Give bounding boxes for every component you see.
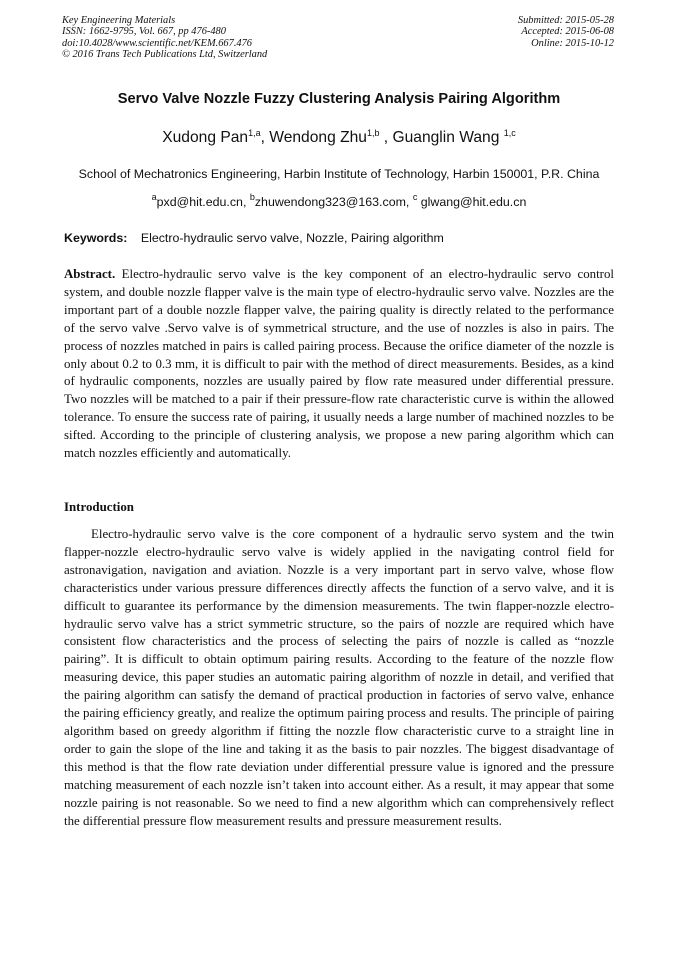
online-date: Online: 2015-10-12 — [531, 37, 614, 49]
author-affiliation-mark: 1,b — [366, 128, 380, 138]
author-name: Xudong Pan — [162, 129, 249, 146]
email-address[interactable]: zhuwendong323@163.com — [254, 195, 406, 209]
copyright-line: © 2016 Trans Tech Publications Ltd, Switzerland — [62, 48, 268, 60]
introduction-heading: Introduction — [64, 500, 134, 514]
keywords-label: Keywords: — [64, 231, 128, 245]
abstract-label: Abstract. — [64, 267, 116, 281]
journal-name: Key Engineering Materials — [62, 15, 176, 26]
author-affiliation-mark: 1,a — [248, 128, 261, 138]
author-name: Guanglin Wang — [392, 129, 500, 146]
author-list: Xudong Pan$^{1,a}$, Wendong Zhu$^{1,b}$ , Guanglin Wang $^{1,c}$ — [162, 128, 516, 146]
affiliation: School of Mechatronics Engineering, Harbin Institute of Technology, Harbin 150001, P.R. China — [78, 167, 600, 181]
accepted-date: Accepted: 2015-06-08 — [521, 26, 614, 38]
issn-line: ISSN: 1662-9795, Vol. 667, pp 476-480 — [62, 26, 226, 38]
keywords-text: Electro-hydraulic servo valve, Nozzle, Pairing algorithm — [140, 231, 444, 245]
paper-title: Servo Valve Nozzle Fuzzy Clustering Analysis Pairing Algorithm — [117, 91, 561, 107]
doi-line: doi:10.4028/www.scientific.net/KEM.667.476 — [62, 37, 252, 49]
keywords — [64, 231, 444, 245]
submission-dates — [518, 15, 614, 49]
email-mark: a — [151, 192, 157, 202]
introduction-body: Electro-hydraulic servo valve is the core component of a hydraulic servo system and the twin flapper-nozzle electro-hydraulic servo valve is widely applied in the navigating control field for astronavigation, navigation and aviation. Nozzle is a very important part in servo valve, whose flow characteristics under various pressure differences directly affects the function of a servo valve, and it is difficult to guarantee its performance by the dimension measurements. The twin flapper-nozzle electro-hydraulic servo valve has a strict symmetric structure, so the pairs of nozzle are required which have consistent flow characteristics and the process of selecting the pairs of nozzle is called as “nozzle pairing”. It is difficult to obtain optimum pairing results. According to the feature of the nozzle flow measuring device, this paper studies an automatic pairing algorithm of nozzle in detail, and verified that the pairing algorithm can satisfy the demand of practical production in factories of servo valve, enhance the pairing efficiency greatly, and realize the optimum pairing process and results. The principle of pairing algorithm based on greedy algorithm if fitting the nozzle flow characteristic curve to a straight line in order to gain the slope of the line and taking it as the basis to pair nozzles. The biggest disadvantage of this method is that the flow rate deviation under differential pressure value is ignored and the pressure matching measurement of each nozzle isn’t taken into account either. As a result, it may appear that some nozzle pairing is not reasonable. So we need to find a new algorithm which can comprehensively reflect the differential pressure flow measurement results and pressure measurement results. — [64, 527, 614, 828]
abstract — [64, 266, 614, 463]
email-list: $^a$pxd@hit.edu.cn, $^b$zhuwendong323@163.com, $^c$ glwang@hit.edu.cn — [151, 192, 527, 209]
email-mark: b — [249, 192, 255, 202]
email-address[interactable]: glwang@hit.edu.cn — [420, 195, 527, 209]
abstract-text: Electro-hydraulic servo valve is the key component of an electro-hydraulic servo control system, and double nozzle flapper valve is the main type of electro-hydraulic servo valve. Nozzles are the important part of a double nozzle flapper valve, the pairing quality is directly related to the performance of the servo valve .Servo valve is of symmetrical structure, and the use of nozzles is also in pairs. The process of nozzles matched in pairs is called pairing process. Because the orifice diameter of the nozzle is only about 0.2 to 0.3 mm, it is difficult to pair with the method of direct measurements. Besides, as a kind of hydraulic components, nozzles are usually paired by flow rate measured under differential pressure. Two nozzles will be matched to a pair if their pressure-flow rate characteristic curve is within the allowed tolerance. To ensure the success rate of pairing, it usually needs a large number of machined nozzles to be sifted. According to the principle of clustering analysis, we propose a new paring algorithm which can match nozzles efficiently and automatically. — [64, 267, 614, 461]
journal-info — [62, 15, 267, 60]
submitted-date: Submitted: 2015-05-28 — [517, 15, 614, 26]
author-affiliation-mark: 1,c — [503, 128, 516, 138]
email-mark: c — [412, 192, 418, 202]
author-name: Wendong Zhu — [269, 129, 367, 146]
email-address[interactable]: pxd@hit.edu.cn — [156, 195, 243, 209]
